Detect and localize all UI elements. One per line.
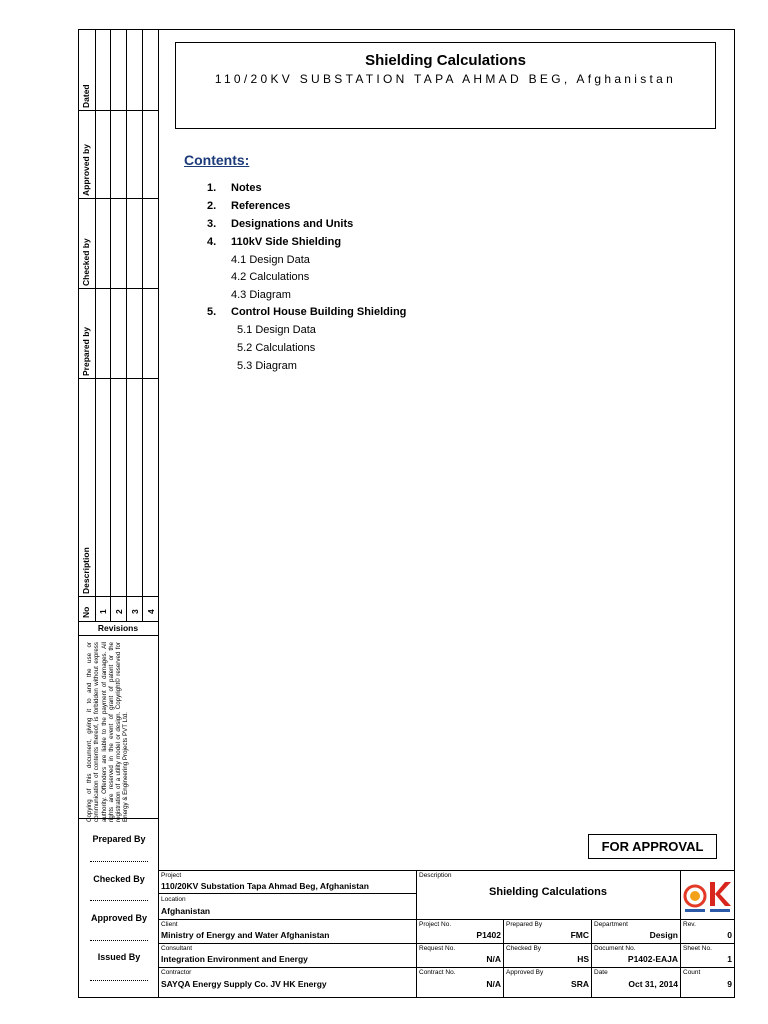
header-no: No	[81, 606, 91, 618]
approved-by-label: Approved By	[90, 913, 147, 923]
project-no-value: P1402	[476, 930, 501, 940]
approved-by-cell-label: Approved By	[506, 969, 544, 976]
toc-item: 3. Designations and Units	[207, 218, 354, 230]
company-logo	[683, 876, 733, 916]
header-prepared-by: Prepared by	[81, 326, 91, 376]
contents-heading: Contents:	[184, 152, 250, 168]
rev-label: Rev.	[683, 921, 696, 928]
toc-subitem: 4.2 Calculations	[231, 271, 310, 283]
revision-number: 3	[130, 609, 140, 614]
toc-subitem: 4.1 Design Data	[231, 254, 310, 266]
toc-item: 2. References	[207, 200, 291, 212]
project-no-label: Project No.	[419, 921, 452, 928]
signature-line	[90, 940, 148, 941]
header-checked-by: Checked by	[81, 238, 91, 286]
project-label: Project	[161, 872, 182, 879]
toc-item: 5. Control House Building Shielding	[207, 306, 407, 318]
location-value: Afghanistan	[161, 906, 211, 916]
copyright-notice: Copying of this document, giving it to and the use or communication of contents thereof, is forbidden without express authority. Offenders are liable to the payment of damages. All rights are reserved in the event of grant of patent or the registration of a utility model or design. Copyright© reserved for Energy & Engineering Projects PVT Ltd.	[86, 642, 130, 822]
location-label: Location	[161, 896, 186, 903]
header-description: Description	[81, 547, 91, 594]
contractor-value: SAYQA Energy Supply Co. JV HK Energy	[161, 979, 327, 989]
document-subtitle: 110/20KV SUBSTATION TAPA AHMAD BEG, Afghanistan	[214, 72, 677, 86]
toc-subitem: 4.3 Diagram	[231, 289, 291, 301]
client-value: Ministry of Energy and Water Afghanistan	[161, 930, 330, 940]
sheet-no-label: Sheet No.	[683, 945, 712, 952]
signature-line	[90, 900, 148, 901]
checked-by-cell-label: Checked By	[506, 945, 542, 952]
consultant-value: Integration Environment and Energy	[161, 954, 308, 964]
description-label: Description	[419, 872, 452, 879]
sheet-no-value: 1	[727, 954, 732, 964]
rev-value: 0	[727, 930, 732, 940]
title-box	[175, 42, 716, 129]
checked-by-label: Checked By	[93, 874, 145, 884]
toc-subitem: 5.2 Calculations	[237, 342, 316, 354]
prepared-by-value: FMC	[570, 930, 589, 940]
date-label: Date	[594, 969, 608, 976]
toc-item: 1. Notes	[207, 182, 262, 194]
department-label: Department	[594, 921, 628, 928]
contract-no-value: N/A	[486, 979, 501, 989]
prepared-by-label: Prepared By	[92, 834, 146, 844]
date-value: Oct 31, 2014	[628, 979, 678, 989]
document-title: Shielding Calculations	[365, 52, 526, 69]
request-no-label: Request No.	[419, 945, 456, 952]
checked-by-value: HS	[577, 954, 589, 964]
count-label: Count	[683, 969, 701, 976]
issued-by-label: Issued By	[97, 952, 141, 962]
count-value: 9	[727, 979, 732, 989]
client-label: Client	[161, 921, 178, 928]
project-value: 110/20KV Substation Tapa Ahmad Beg, Afghanistan	[161, 881, 369, 891]
header-dated: Dated	[81, 84, 91, 108]
revision-number: 4	[146, 609, 156, 614]
revision-number: 2	[114, 609, 124, 614]
contractor-label: Contractor	[161, 969, 192, 976]
consultant-label: Consultant	[161, 945, 193, 952]
document-no-label: Document No.	[594, 945, 636, 952]
request-no-value: N/A	[486, 954, 501, 964]
approved-by-value: SRA	[571, 979, 589, 989]
description-value: Shielding Calculations	[489, 886, 607, 898]
revisions-title: Revisions	[97, 623, 139, 633]
toc-subitem: 5.1 Design Data	[237, 324, 316, 336]
status-stamp: FOR APPROVAL	[588, 834, 717, 859]
toc-subitem: 5.3 Diagram	[237, 360, 297, 372]
signature-line	[90, 861, 148, 862]
header-approved-by: Approved by	[81, 144, 91, 196]
department-value: Design	[649, 930, 678, 940]
signature-line	[90, 980, 148, 981]
contract-no-label: Contract No.	[419, 969, 456, 976]
revision-number: 1	[98, 609, 108, 614]
document-no-value: P1402-EAJA	[627, 954, 678, 964]
toc-item: 4. 110kV Side Shielding	[207, 236, 342, 248]
prepared-by-cell-label: Prepared By	[506, 921, 543, 928]
